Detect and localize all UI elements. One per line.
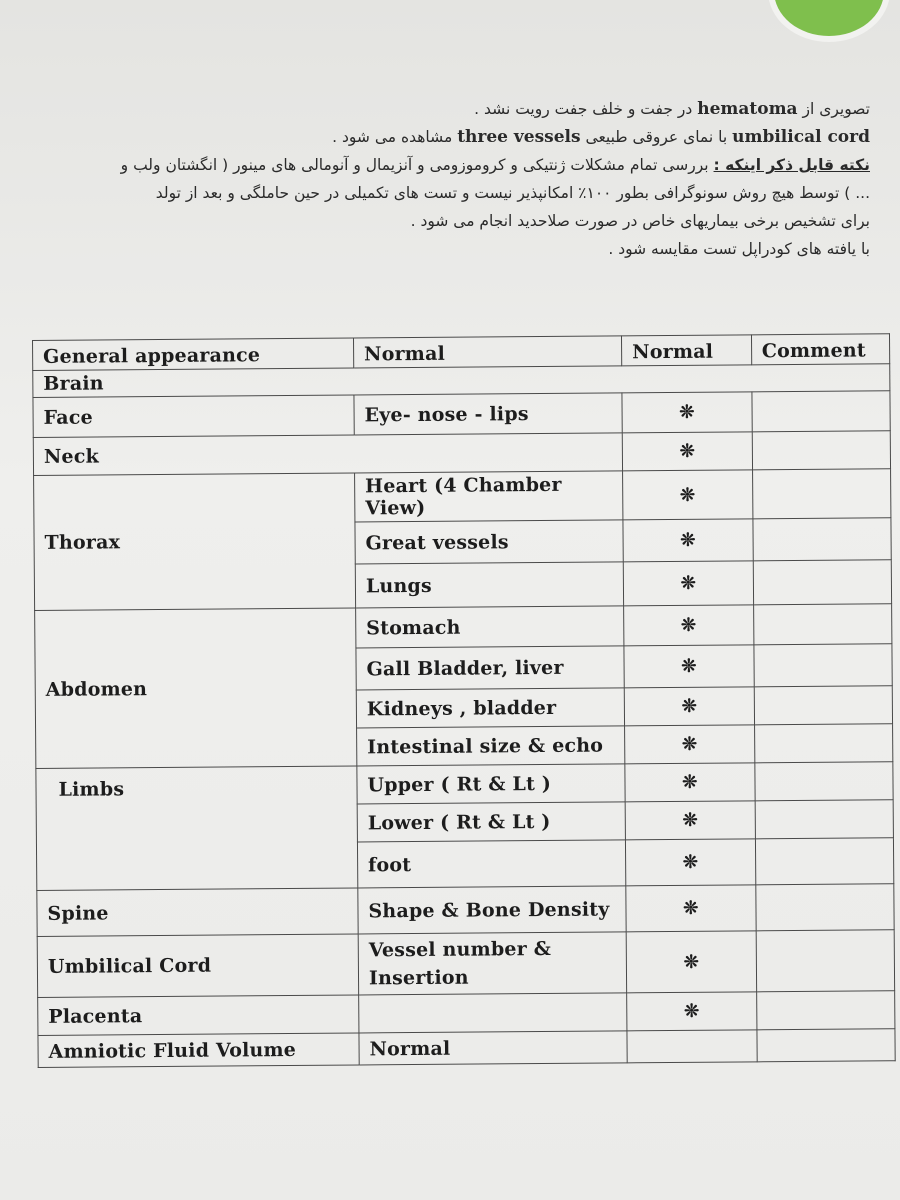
note-umbilical-term: umbilical cord <box>732 127 870 147</box>
note-line-5: برای تشخیص برخی بیماریهای خاص در صورت صلاحدید انجام می شود . <box>410 212 870 230</box>
comment-cell <box>755 800 894 839</box>
umbilical-sub-line-1: Vessel number & <box>368 937 552 962</box>
row-sub-intestinal: Intestinal size & echo <box>357 726 625 766</box>
normal-mark: ❊ <box>624 687 754 726</box>
comment-cell <box>753 518 892 561</box>
header-general-appearance: General appearance <box>33 338 354 371</box>
normal-mark: ❊ <box>626 885 756 932</box>
comment-cell <box>753 604 892 645</box>
row-sub-gall-bladder: Gall Bladder, liver <box>356 646 624 690</box>
row-label-neck: Neck <box>33 433 622 476</box>
row-sub-great-vessels: Great vessels <box>355 520 623 564</box>
row-sub-umbilical <box>358 932 627 995</box>
header-normal-1: Normal <box>353 336 621 368</box>
comment-cell <box>757 1029 896 1062</box>
normal-mark: ❊ <box>624 645 754 688</box>
comment-cell <box>754 724 893 763</box>
row-sub-lungs: Lungs <box>355 562 624 608</box>
comment-cell <box>752 469 891 519</box>
note-text: بررسی تمام مشکلات ژنتیکی و کروموزومی و آنزیمال و آنومالی های مینور ( انگشتان ولب و <box>120 156 714 174</box>
comment-cell <box>754 686 893 725</box>
note-line-4: ... ) توسط هیچ روش سونوگرافی بطور ۱۰۰٪ امکانپذیر نیست و تست های تکمیلی در حین حاملگی و بعد از تولد <box>155 184 870 202</box>
normal-mark: ❊ <box>625 725 755 764</box>
comment-cell <box>754 644 893 687</box>
comment-cell <box>753 560 892 605</box>
note-label: نکته قابل ذکر اینکه : <box>713 156 870 174</box>
anomaly-scan-table <box>32 333 896 1068</box>
normal-cell-empty <box>627 1030 757 1063</box>
comment-cell <box>752 431 891 470</box>
row-label-umbilical: Umbilical Cord <box>37 934 358 998</box>
row-sub-kidneys: Kidneys , bladder <box>356 688 624 728</box>
comment-cell <box>755 838 894 885</box>
normal-mark: ❊ <box>623 470 753 520</box>
row-sub-lower: Lower ( Rt & Lt ) <box>357 802 625 842</box>
row-sub-upper: Upper ( Rt & Lt ) <box>357 764 625 804</box>
note-hematoma-term: hematoma <box>697 99 798 119</box>
note-line-2-part-1: با نمای عروقی طبیعی <box>580 128 733 146</box>
table-row-thorax-heart <box>34 469 891 525</box>
row-label-abdomen: Abdomen <box>35 608 357 769</box>
normal-mark: ❊ <box>625 801 755 840</box>
note-line-2-part-2: مشاهده می شود . <box>332 128 458 146</box>
header-comment: Comment <box>751 334 890 365</box>
note-line-1-part-1: تصویری از <box>797 100 870 118</box>
table-row-umbilical <box>37 930 894 998</box>
row-sub-placenta <box>359 993 627 1033</box>
row-label-spine: Spine <box>37 888 358 937</box>
note-vessels-term: three vessels <box>457 127 581 147</box>
comment-cell <box>752 391 891 432</box>
row-sub-foot: foot <box>357 840 626 888</box>
normal-mark: ❊ <box>623 561 753 606</box>
note-line-1-part-2: در جفت و خلف جفت رویت نشد . <box>474 100 698 118</box>
row-sub-stomach: Stomach <box>356 606 624 648</box>
row-sub-amniotic: Normal <box>359 1031 627 1065</box>
row-sub-spine: Shape & Bone Density <box>358 886 627 934</box>
header-normal-2: Normal <box>622 335 752 366</box>
umbilical-sub-line-2: Insertion <box>368 966 469 990</box>
report-notes <box>25 95 870 263</box>
note-line-2 <box>25 123 870 151</box>
row-label-limbs: Limbs <box>36 766 358 891</box>
comment-cell <box>756 930 895 992</box>
row-label-face: Face <box>33 395 354 438</box>
row-label-placenta: Placenta <box>38 995 359 1036</box>
table-row-abdomen-stomach <box>35 604 892 651</box>
note-line-3 <box>25 151 870 179</box>
normal-mark: ❊ <box>625 763 755 802</box>
clinic-logo-corner <box>768 0 890 42</box>
table-row-amniotic <box>38 1029 895 1068</box>
comment-cell <box>755 884 894 931</box>
normal-mark: ❊ <box>622 432 752 471</box>
row-sub-heart: Heart (4 Chamber View) <box>355 471 624 522</box>
note-line-1 <box>25 95 870 123</box>
row-sub-face: Eye- nose - lips <box>354 393 622 435</box>
comment-cell <box>756 991 895 1030</box>
normal-mark: ❊ <box>626 839 756 886</box>
normal-mark: ❊ <box>622 392 752 433</box>
normal-mark: ❊ <box>626 931 756 993</box>
table-row-face <box>33 391 890 438</box>
row-label-amniotic: Amniotic Fluid Volume <box>38 1033 359 1068</box>
table-row-spine <box>37 884 894 937</box>
normal-mark: ❊ <box>623 519 753 562</box>
row-label-thorax: Thorax <box>34 473 356 611</box>
note-line-6: با یافته های کودراپل تست مقایسه شود . <box>608 240 870 258</box>
comment-cell <box>754 762 893 801</box>
row-label-brain: Brain <box>33 364 890 398</box>
normal-mark: ❊ <box>624 605 754 646</box>
normal-mark: ❊ <box>627 992 757 1031</box>
